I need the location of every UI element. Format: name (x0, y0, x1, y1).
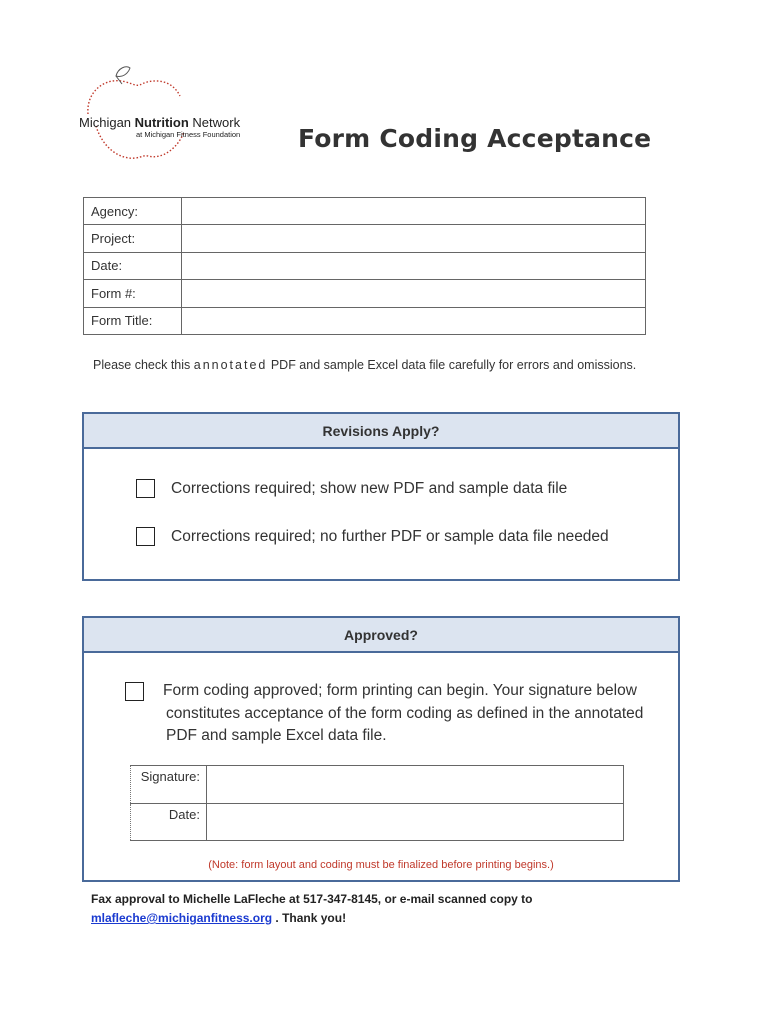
date-field[interactable] (182, 252, 646, 279)
signature-field[interactable] (207, 766, 624, 804)
footer-thanks: . Thank you! (272, 911, 347, 925)
corrections-none-label: Corrections required; no further PDF or sample data file needed (171, 528, 609, 545)
table-row (84, 252, 646, 279)
footer-instructions (91, 890, 533, 928)
logo-subtitle: at Michigan Fitness Foundation (136, 130, 241, 139)
signature-table (130, 765, 624, 841)
form-title-field[interactable] (182, 307, 646, 334)
corrections-none-checkbox[interactable] (136, 527, 155, 546)
form-number-label: Form #: (84, 280, 182, 307)
form-title-label: Form Title: (84, 307, 182, 334)
corrections-new-checkbox[interactable] (136, 479, 155, 498)
agency-label: Agency: (84, 198, 182, 225)
table-row (84, 307, 646, 334)
project-field[interactable] (182, 225, 646, 252)
approved-section (82, 616, 680, 882)
page-title: Form Coding Acceptance (298, 124, 652, 153)
approved-heading: Approved? (84, 618, 678, 653)
table-row (84, 280, 646, 307)
table-row (131, 766, 624, 804)
finalize-note: (Note: form layout and coding must be finalized before printing begins.) (208, 859, 554, 871)
approval-date-field[interactable] (207, 803, 624, 841)
email-link[interactable]: mlafleche@michiganfitness.org (91, 911, 273, 925)
signature-label: Signature: (131, 766, 207, 804)
table-row (84, 225, 646, 252)
date-label: Date: (84, 252, 182, 279)
revisions-section (82, 412, 680, 581)
logo-wordmark: Michigan Nutrition Network (79, 115, 241, 130)
footer-line: Fax approval to Michelle LaFleche at 517-347-8145, or e-mail scanned copy to (91, 892, 533, 906)
table-row (131, 803, 624, 841)
approval-date-label: Date: (131, 803, 207, 841)
info-table (83, 197, 646, 335)
revisions-heading: Revisions Apply? (84, 414, 678, 449)
approve-checkbox[interactable] (125, 682, 144, 701)
agency-field[interactable] (182, 198, 646, 225)
approve-text: Form coding approved; form printing can begin. Your signature below constitutes acceptance of the form coding as defined in the annotated PDF and sample Excel data file. (163, 682, 644, 744)
instructions-text: Please check this annotated PDF and sample Excel data file carefully for errors and omissions. (93, 358, 637, 372)
project-label: Project: (84, 225, 182, 252)
table-row (84, 198, 646, 225)
form-number-field[interactable] (182, 280, 646, 307)
corrections-new-label: Corrections required; show new PDF and sample data file (171, 480, 568, 497)
